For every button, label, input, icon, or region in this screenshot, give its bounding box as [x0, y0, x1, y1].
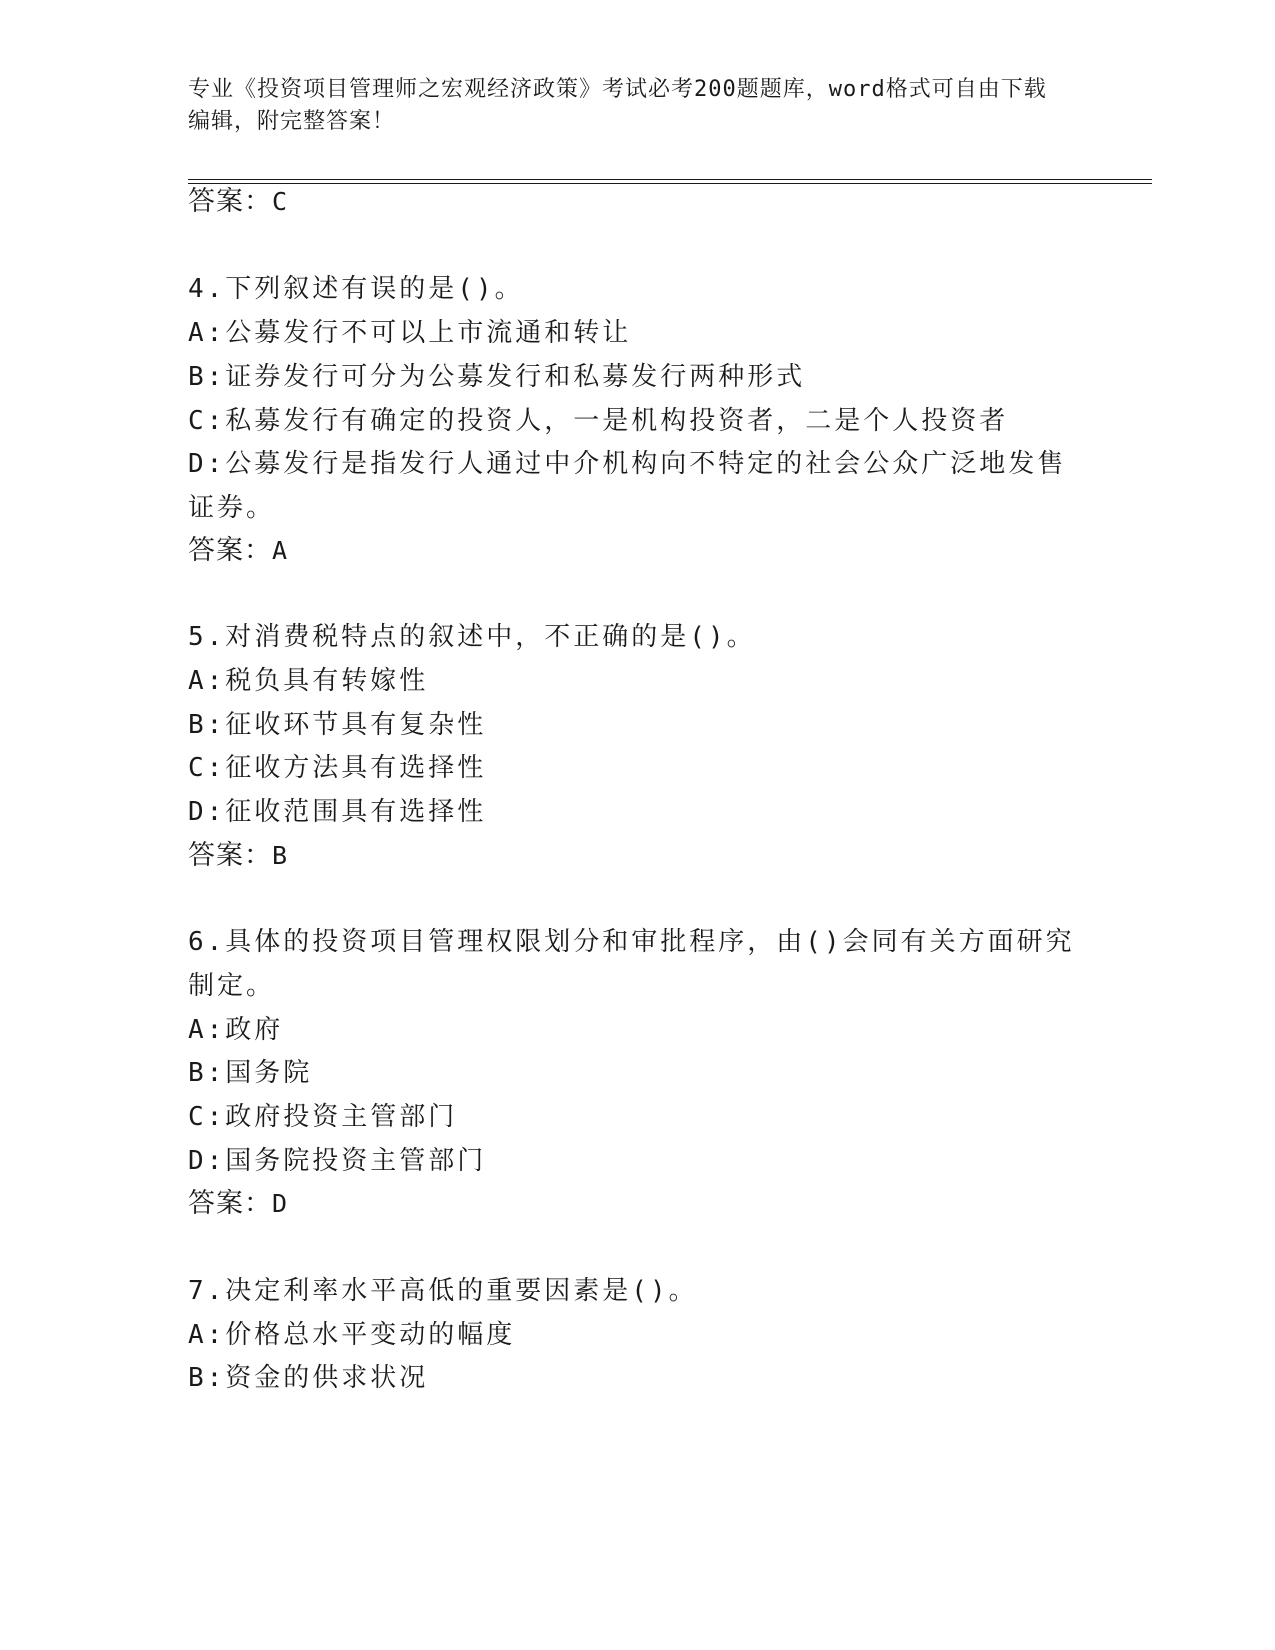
question-7-option-a: A:价格总水平变动的幅度	[188, 1320, 516, 1350]
answer-value: A	[272, 536, 289, 565]
question-4-option-d: D:公募发行是指发行人通过中介机构向不特定的社会公众广泛地发售	[188, 449, 1067, 479]
question-4-option-a: A:公募发行不可以上市流通和转让	[188, 318, 632, 348]
answer-label: 答案：	[188, 840, 272, 871]
question-6-option-a: A:政府	[188, 1015, 284, 1045]
page-header: 专业《投资项目管理师之宏观经济政策》考试必考200题题库，word格式可自由下载编辑，附完整答案！	[188, 77, 1047, 134]
question-6-option-d: D:国务院投资主管部门	[188, 1146, 487, 1176]
question-7-option-b: B:资金的供求状况	[188, 1363, 429, 1393]
question-7-stem: 7.决定利率水平高低的重要因素是()。	[188, 1276, 698, 1306]
answer-value: B	[272, 841, 289, 870]
question-4-option-c: C:私募发行有确定的投资人，一是机构投资者，二是个人投资者	[188, 406, 1009, 436]
question-5-option-a: A:税负具有转嫁性	[188, 666, 429, 696]
answer-value: C	[272, 187, 289, 216]
answer-line	[188, 534, 288, 568]
question-4-option-d-cont: 证券。	[188, 493, 276, 523]
question-5-stem: 5.对消费税特点的叙述中，不正确的是()。	[188, 622, 756, 652]
answer-label: 答案：	[188, 1188, 272, 1219]
question-6-stem: 6.具体的投资项目管理权限划分和审批程序，由()会同有关方面研究	[188, 927, 1075, 957]
question-4-option-b: B:证券发行可分为公募发行和私募发行两种形式	[188, 362, 806, 392]
question-6-option-c: C:政府投资主管部门	[188, 1102, 458, 1132]
header-rule-top	[188, 179, 1152, 180]
question-6-stem-cont: 制定。	[188, 971, 276, 1001]
answer-label: 答案：	[188, 535, 272, 566]
question-5-option-c: C:征收方法具有选择性	[188, 753, 487, 783]
answer-label: 答案：	[188, 186, 272, 217]
answer-line	[188, 185, 288, 219]
question-6-option-b: B:国务院	[188, 1058, 313, 1088]
answer-value: D	[272, 1189, 289, 1218]
answer-line	[188, 839, 288, 873]
question-4-stem: 4.下列叙述有误的是()。	[188, 274, 524, 304]
answer-line	[188, 1187, 288, 1221]
question-5-option-d: D:征收范围具有选择性	[188, 797, 487, 827]
header-rule-bottom	[188, 183, 1152, 184]
question-5-option-b: B:征收环节具有复杂性	[188, 710, 487, 740]
